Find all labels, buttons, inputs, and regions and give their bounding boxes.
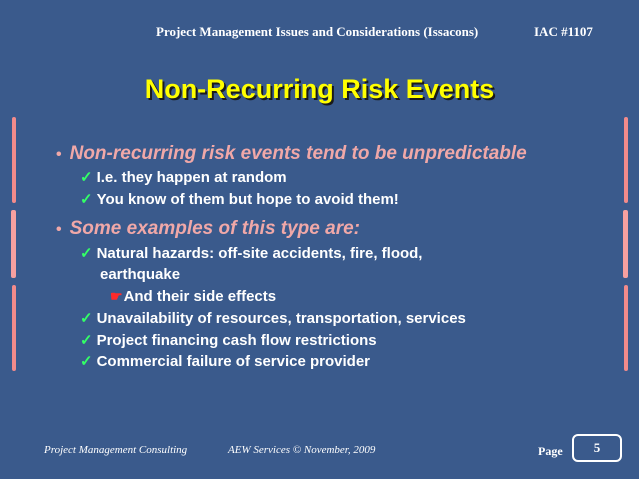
sub-bullet-text: Natural hazards: off-site accidents, fire, flood, — [96, 245, 423, 262]
sub-bullet — [80, 168, 287, 186]
sub-bullet-text: I.e. they happen at random — [96, 169, 287, 186]
slide-title: Non-Recurring Risk Events — [144, 74, 495, 104]
check-icon: ✓ — [80, 169, 93, 186]
bullet-level1 — [56, 218, 360, 240]
header-title: Project Management Issues and Considerations (Issacons) — [156, 24, 479, 39]
check-icon: ✓ — [80, 353, 93, 370]
sub-bullet-text: Project financing cash flow restrictions — [96, 332, 377, 349]
sub-bullet — [80, 190, 399, 208]
footer-copyright: AEW Services © November, 2009 — [228, 444, 376, 456]
check-icon: ✓ — [80, 245, 93, 262]
left-decor-bar-top — [12, 117, 16, 203]
page-number: 5 — [572, 434, 622, 462]
check-icon: ✓ — [80, 332, 93, 349]
sub-bullet — [80, 331, 377, 349]
page-label: Page — [538, 444, 563, 458]
right-decor-bar-middle — [623, 210, 628, 278]
sub-sub-bullet — [110, 288, 276, 305]
bullet-text: Non-recurring risk events tend to be unpredictable — [69, 143, 527, 164]
footer-company: Project Management Consulting — [44, 444, 188, 456]
right-decor-bar-top — [624, 117, 628, 203]
check-icon: ✓ — [80, 310, 93, 327]
header-id: IAC #1107 — [534, 24, 593, 39]
right-decor-bar-bottom — [624, 285, 628, 371]
sub-bullet — [80, 352, 370, 370]
bullet-level1 — [56, 143, 527, 165]
sub-bullet — [80, 309, 466, 327]
sub-bullet-text: You know of them but hope to avoid them! — [96, 191, 399, 208]
bullet-text: Some examples of this type are: — [69, 218, 360, 239]
left-decor-bar-bottom — [12, 285, 16, 371]
sub-sub-bullet-text: And their side effects — [123, 288, 277, 305]
sub-bullet-text: Unavailability of resources, transportation, services — [96, 310, 466, 327]
bullet-icon: • — [56, 221, 62, 238]
sub-bullet-continuation: earthquake — [100, 266, 181, 283]
left-decor-bar-middle — [11, 210, 16, 278]
bullet-icon: • — [56, 146, 62, 163]
sub-bullet — [80, 244, 422, 262]
pointing-hand-icon: ☛ — [110, 288, 123, 304]
check-icon: ✓ — [80, 191, 93, 208]
sub-bullet-text: Commercial failure of service provider — [96, 353, 371, 370]
